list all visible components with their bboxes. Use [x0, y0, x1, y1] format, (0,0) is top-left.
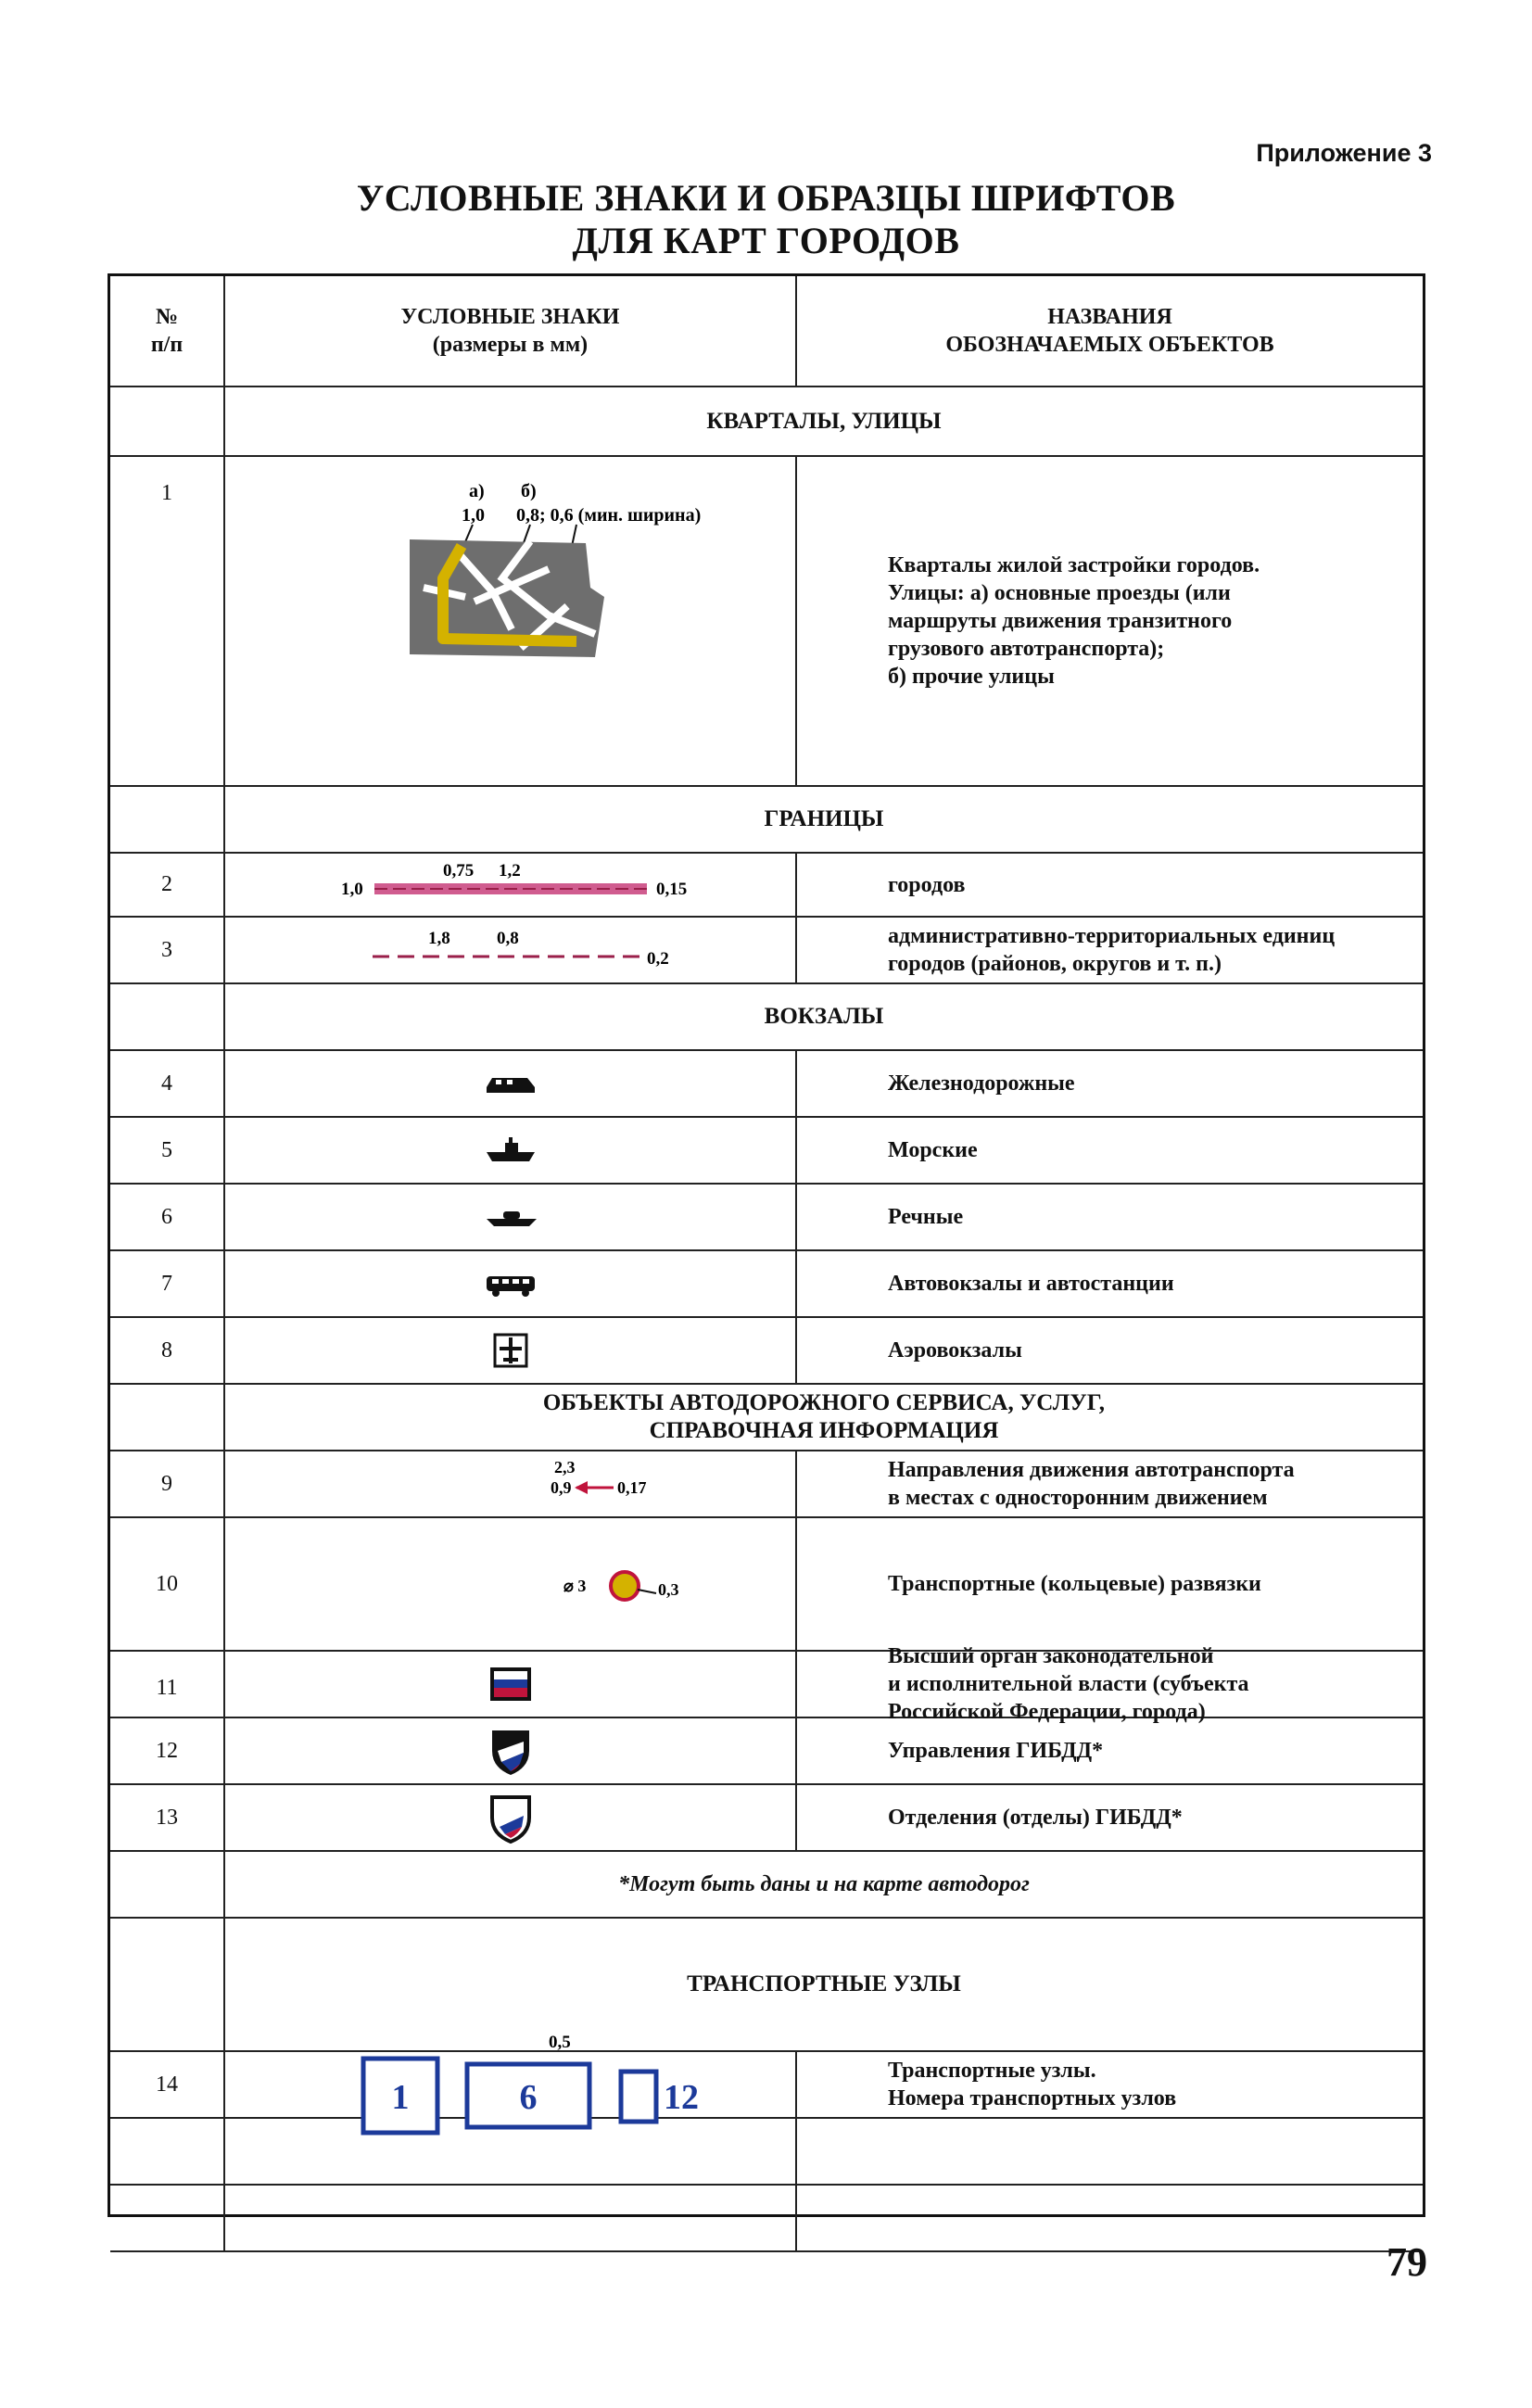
row-10-symbol	[225, 1518, 797, 1652]
header-names: НАЗВАНИЯ ОБОЗНАЧАЕМЫХ ОБЪЕКТОВ	[797, 276, 1423, 387]
row-8-symbol	[225, 1318, 797, 1385]
row-11-symbol	[225, 1652, 797, 1718]
svg-text:1,0: 1,0	[341, 879, 363, 899]
row-8-number: 8	[110, 1318, 225, 1385]
row-12-symbol	[225, 1718, 797, 1785]
row-7-number: 7	[110, 1251, 225, 1318]
train-icon	[483, 1065, 538, 1102]
row-13-symbol	[225, 1785, 797, 1852]
row-12-number: 12	[110, 1718, 225, 1785]
row-10-number: 10	[110, 1518, 225, 1652]
empty-row-cell	[225, 2186, 797, 2252]
district-border-symbol	[224, 918, 796, 982]
one-way-arrow-icon	[224, 1452, 796, 1515]
svg-text:1,0: 1,0	[462, 505, 485, 526]
section-blocks-streets: КВАРТАЛЫ, УЛИЦЫ	[225, 387, 1423, 457]
empty-row-cell	[225, 2119, 797, 2186]
svg-text:б): б)	[521, 481, 537, 501]
svg-text:а): а)	[469, 481, 485, 501]
row-12-description: Управления ГИБДД*	[797, 1718, 1423, 1785]
header-number: № п/п	[110, 276, 225, 387]
bus-icon	[483, 1265, 538, 1302]
city-blocks-symbol	[224, 458, 796, 784]
row-14-symbol	[225, 2033, 797, 2119]
row-13-description: Отделения (отделы) ГИБДД*	[797, 1785, 1423, 1852]
row-5-number: 5	[110, 1118, 225, 1185]
svg-text:0,3: 0,3	[658, 1580, 679, 1599]
empty-row-cell	[110, 2186, 225, 2252]
gibdd-shield-dark-icon	[488, 1725, 533, 1777]
row-1-symbol	[225, 457, 797, 787]
roundabout-icon	[224, 1553, 796, 1616]
section-transport-hubs: ТРАНСПОРТНЫЕ УЗЛЫ	[225, 1919, 1423, 2052]
svg-text:0,75: 0,75	[443, 860, 475, 881]
svg-text:0,2: 0,2	[647, 949, 669, 969]
svg-text:1,2: 1,2	[499, 860, 521, 881]
gibdd-shield-light-icon	[488, 1792, 533, 1844]
empty-row-cell	[797, 2119, 1423, 2186]
legend-table	[108, 273, 1425, 2217]
row-13-number: 13	[110, 1785, 225, 1852]
empty-row-cell	[110, 2119, 225, 2186]
russian-flag-icon	[488, 1666, 533, 1703]
row-14-description: Транспортные узлы. Номера транспортных узлов	[797, 2052, 1423, 2119]
row-2-number: 2	[110, 854, 225, 918]
page-title-line1: УСЛОВНЫЕ ЗНАКИ И ОБРАЗЦЫ ШРИФТОВ	[356, 177, 1176, 219]
row-2-symbol	[225, 854, 797, 918]
row-6-symbol	[225, 1185, 797, 1251]
svg-text:2,3: 2,3	[554, 1458, 576, 1476]
row-14-number: 14	[110, 2052, 225, 2119]
page-title-line2: ДЛЯ КАРТ ГОРОДОВ	[572, 220, 960, 261]
svg-text:12: 12	[664, 2078, 699, 2117]
row-5-symbol	[225, 1118, 797, 1185]
row-11-description: Высший орган законодательной и исполнительной власти (субъекта Российской Федерации, города)	[797, 1652, 1423, 1718]
row-5-description: Морские	[797, 1118, 1423, 1185]
row-4-number: 4	[110, 1051, 225, 1118]
row-7-description: Автовокзалы и автостанции	[797, 1251, 1423, 1318]
svg-text:0,9: 0,9	[551, 1478, 572, 1497]
svg-text:⌀ 3: ⌀ 3	[563, 1577, 587, 1595]
row-7-symbol	[225, 1251, 797, 1318]
section-borders: ГРАНИЦЫ	[225, 787, 1423, 854]
svg-text:6: 6	[519, 2078, 538, 2117]
airport-icon	[490, 1330, 531, 1371]
row-4-symbol	[225, 1051, 797, 1118]
ship-icon	[483, 1132, 538, 1169]
row-3-symbol	[225, 918, 797, 984]
svg-text:0,5: 0,5	[549, 2033, 571, 2052]
page-number: 79	[1386, 2239, 1427, 2285]
header-symbols: УСЛОВНЫЕ ЗНАКИ (размеры в мм)	[225, 276, 797, 387]
svg-text:0,8; 0,6 (мин. ширина): 0,8; 0,6 (мин. ширина)	[516, 505, 702, 526]
svg-text:0,15: 0,15	[656, 879, 688, 899]
footnote: *Могут быть даны и на карте автодорог	[225, 1852, 1423, 1919]
appendix-label: Приложение 3	[1256, 139, 1432, 167]
row-11-number: 11	[110, 1652, 225, 1718]
row-6-description: Речные	[797, 1185, 1423, 1251]
svg-text:1: 1	[391, 2078, 410, 2117]
city-border-symbol	[224, 854, 796, 917]
row-6-number: 6	[110, 1185, 225, 1251]
row-2-description: городов	[797, 854, 1423, 918]
row-8-description: Аэровокзалы	[797, 1318, 1423, 1385]
row-9-description: Направления движения автотранспорта в местах с односторонним движением	[797, 1451, 1423, 1518]
row-1-description: Кварталы жилой застройки городов. Улицы: а) основные проезды (или маршруты движения транзитного грузового автотранспорта); б) прочие улицы	[797, 457, 1423, 787]
section-road-service: ОБЪЕКТЫ АВТОДОРОЖНОГО СЕРВИСА, УСЛУГ, СПРАВОЧНАЯ ИНФОРМАЦИЯ	[225, 1385, 1423, 1451]
row-3-description: административно-территориальных единиц городов (районов, округов и т. п.)	[797, 918, 1423, 984]
river-boat-icon	[483, 1198, 538, 1236]
section-num-blank	[110, 387, 225, 457]
row-9-symbol	[225, 1451, 797, 1518]
svg-text:1,8: 1,8	[428, 929, 450, 948]
row-1-number: 1	[110, 457, 225, 787]
section-stations: ВОКЗАЛЫ	[225, 984, 1423, 1051]
svg-text:0,17: 0,17	[617, 1478, 647, 1497]
row-10-description: Транспортные (кольцевые) развязки	[797, 1518, 1423, 1652]
svg-text:0,8: 0,8	[497, 929, 519, 948]
row-4-description: Железнодорожные	[797, 1051, 1423, 1118]
empty-row-cell	[797, 2186, 1423, 2252]
row-9-number: 9	[110, 1451, 225, 1518]
row-3-number: 3	[110, 918, 225, 984]
